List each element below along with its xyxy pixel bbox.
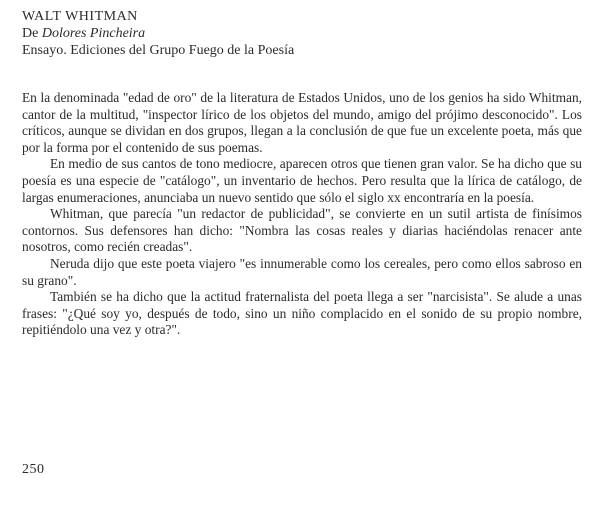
byline-author: Dolores Pincheira bbox=[41, 26, 146, 41]
paragraph: Whitman, que parecía "un redactor de publicidad", se convierte en un sutil artista de finísimos contornos. Sus defensores han dicho: "Nombra las cosas reales y diarias haciéndolas renacer ante nosotros, como recién creadas". bbox=[22, 206, 582, 255]
article-body bbox=[22, 90, 582, 339]
page-number: 250 bbox=[22, 462, 45, 477]
paragraph: Neruda dijo que este poeta viajero "es innumerable como los cereales, pero como ellos sabroso en su grano". bbox=[22, 255, 582, 288]
article-byline bbox=[22, 25, 582, 42]
article-title: WALT WHITMAN bbox=[22, 9, 138, 24]
paragraph: En medio de sus cantos de tono mediocre, aparecen otros que tienen gran valor. Se ha dicho que su poesía es una especie de "catálogo", un inventario de hechos. Pero resulta que la lírica de catálogo, de largas enumeraciones, anunciaba un nuevo sentido que sólo el siglo xx encontraría en la poesía. bbox=[22, 156, 582, 205]
paragraph: También se ha dicho que la actitud fraternalista del poeta llega a ser "narcisista". Se alude a unas frases: "¿Qué soy yo, después de todo, sino un niño complacido en el sonido de su propio nombre, repitiéndolo una vez y otra?". bbox=[22, 289, 582, 338]
paragraph: En la denominada "edad de oro" de la literatura de Estados Unidos, uno de los genios ha sido Whitman, cantor de la multitud, "inspector lírico de los objetos del mundo, amigo del prójimo desconocido". Los críticos, aunque se dividan en dos grupos, llegan a la conclusión de que fue un excelente poeta, más que por la forma por el contenido de sus poemas. bbox=[22, 90, 582, 155]
article-header bbox=[22, 8, 582, 59]
byline-prefix: De bbox=[22, 26, 39, 41]
publication-info: Ensayo. Ediciones del Grupo Fuego de la Poesía bbox=[22, 43, 295, 58]
